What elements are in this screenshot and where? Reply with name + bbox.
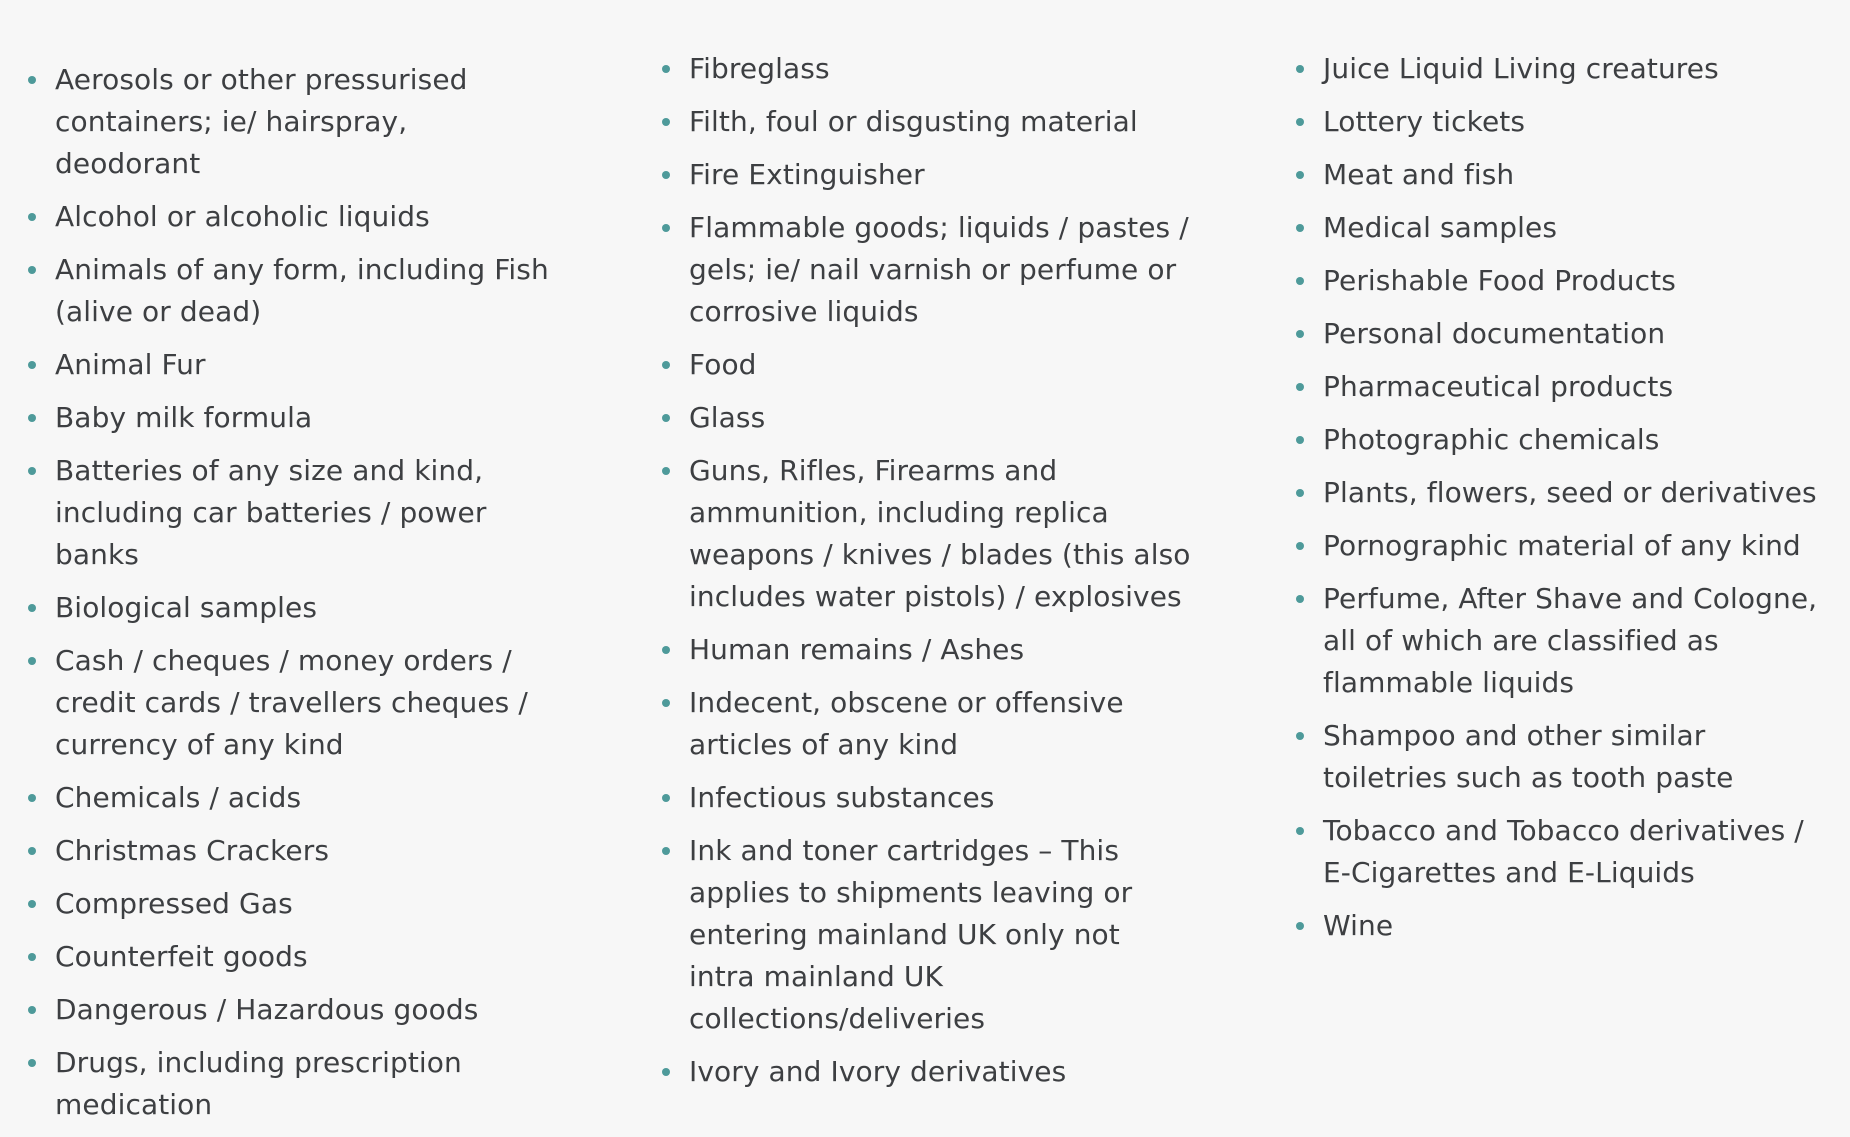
bullet-icon xyxy=(662,699,670,707)
list-item xyxy=(1296,905,1836,947)
bullet-icon xyxy=(28,213,36,221)
list-item-text: Drugs, including prescription medication xyxy=(55,1046,462,1121)
bullet-icon xyxy=(28,794,36,802)
list-item-text: Pharmaceutical products xyxy=(1323,370,1674,403)
list-item xyxy=(28,1042,558,1126)
list-item xyxy=(1296,525,1836,567)
list-item xyxy=(28,397,558,439)
bullet-icon xyxy=(1296,595,1304,603)
list-item xyxy=(662,344,1192,386)
list-item xyxy=(1296,472,1836,514)
list-item-text: Photographic chemicals xyxy=(1323,423,1660,456)
column-3 xyxy=(1296,48,1836,958)
list-item xyxy=(1296,101,1836,143)
bullet-icon xyxy=(662,65,670,73)
list-item-text: Indecent, obscene or offensive articles of any kind xyxy=(689,686,1124,761)
bullet-icon xyxy=(28,76,36,84)
list-item xyxy=(662,777,1192,819)
list-item xyxy=(28,883,558,925)
bullet-icon xyxy=(662,467,670,475)
list-item-text: Animals of any form, including Fish (alive or dead) xyxy=(55,253,549,328)
bullet-icon xyxy=(662,794,670,802)
bullet-icon xyxy=(662,361,670,369)
list-item xyxy=(662,101,1192,143)
column-2 xyxy=(662,48,1192,1104)
list-item-text: Juice Liquid Living creatures xyxy=(1323,52,1719,85)
list-item-text: Compressed Gas xyxy=(55,887,293,920)
list-item-text: Shampoo and other similar toiletries such as tooth paste xyxy=(1323,719,1734,794)
list-item-text: Biological samples xyxy=(55,591,318,624)
list-item-text: Pornographic material of any kind xyxy=(1323,529,1801,562)
bullet-icon xyxy=(662,847,670,855)
list-item-text: Medical samples xyxy=(1323,211,1558,244)
list-item xyxy=(662,450,1192,618)
bullet-icon xyxy=(1296,489,1304,497)
bullet-icon xyxy=(28,414,36,422)
bullet-icon xyxy=(28,266,36,274)
list-item xyxy=(662,48,1192,90)
bullet-icon xyxy=(662,118,670,126)
list-item xyxy=(662,629,1192,671)
list-item xyxy=(1296,260,1836,302)
list-item-text: Lottery tickets xyxy=(1323,105,1526,138)
list-item-text: Human remains / Ashes xyxy=(689,633,1025,666)
bullet-icon xyxy=(28,900,36,908)
list-item xyxy=(662,397,1192,439)
list-item-text: Glass xyxy=(689,401,766,434)
list-item xyxy=(662,154,1192,196)
bullet-icon xyxy=(1296,224,1304,232)
list-item-text: Batteries of any size and kind, including car batteries / power banks xyxy=(55,454,487,571)
bullet-icon xyxy=(28,1006,36,1014)
list-item xyxy=(1296,154,1836,196)
bullet-icon xyxy=(662,414,670,422)
list-item xyxy=(1296,419,1836,461)
list-item-text: Plants, flowers, seed or derivatives xyxy=(1323,476,1817,509)
bullet-icon xyxy=(1296,827,1304,835)
list-item-text: Perfume, After Shave and Cologne, all of which are classified as flammable liquids xyxy=(1323,582,1818,699)
bullet-icon xyxy=(1296,277,1304,285)
list-item-text: Counterfeit goods xyxy=(55,940,308,973)
list-item xyxy=(1296,48,1836,90)
list-item xyxy=(1296,578,1836,704)
bullet-icon xyxy=(28,361,36,369)
bullet-icon xyxy=(28,467,36,475)
list-item-text: Food xyxy=(689,348,757,381)
list-item-text: Fire Extinguisher xyxy=(689,158,925,191)
list-item xyxy=(662,682,1192,766)
bullet-icon xyxy=(1296,542,1304,550)
list-item-text: Infectious substances xyxy=(689,781,995,814)
list-item xyxy=(28,59,558,185)
list-item-text: Wine xyxy=(1323,909,1394,942)
bullet-icon xyxy=(1296,922,1304,930)
list-item-text: Perishable Food Products xyxy=(1323,264,1676,297)
bullet-icon xyxy=(1296,330,1304,338)
list-item xyxy=(28,830,558,872)
bullet-icon xyxy=(28,657,36,665)
list-item-text: Personal documentation xyxy=(1323,317,1666,350)
list-item xyxy=(662,830,1192,1040)
list-item xyxy=(28,989,558,1031)
column-1 xyxy=(28,59,558,1137)
bullet-icon xyxy=(1296,65,1304,73)
list-item-text: Guns, Rifles, Firearms and ammunition, including replica weapons / knives / blades (this also includes water pistols) / explosives xyxy=(689,454,1191,613)
list-item xyxy=(662,207,1192,333)
bullet-icon xyxy=(662,1068,670,1076)
list-item-text: Animal Fur xyxy=(55,348,206,381)
bullet-icon xyxy=(662,171,670,179)
list-item-text: Flammable goods; liquids / pastes / gels; ie/ nail varnish or perfume or corrosive liquids xyxy=(689,211,1189,328)
list-item-text: Aerosols or other pressurised containers; ie/ hairspray, deodorant xyxy=(55,63,468,180)
list-item xyxy=(28,196,558,238)
list-item xyxy=(28,936,558,978)
list-item-text: Chemicals / acids xyxy=(55,781,302,814)
bullet-icon xyxy=(1296,118,1304,126)
list-item xyxy=(1296,810,1836,894)
bullet-icon xyxy=(1296,383,1304,391)
bullet-icon xyxy=(662,646,670,654)
list-item xyxy=(28,640,558,766)
list-item xyxy=(28,587,558,629)
list-item xyxy=(28,777,558,819)
list-item-text: Fibreglass xyxy=(689,52,830,85)
list-item xyxy=(662,1051,1192,1093)
list-item-text: Dangerous / Hazardous goods xyxy=(55,993,479,1026)
bullet-icon xyxy=(28,847,36,855)
list-item-text: Cash / cheques / money orders / credit cards / travellers cheques / currency of any kind xyxy=(55,644,528,761)
list-item xyxy=(28,344,558,386)
list-item xyxy=(1296,715,1836,799)
bullet-icon xyxy=(1296,732,1304,740)
list-item-text: Tobacco and Tobacco derivatives / E-Cigarettes and E-Liquids xyxy=(1323,814,1804,889)
list-item-text: Alcohol or alcoholic liquids xyxy=(55,200,430,233)
bullet-icon xyxy=(1296,436,1304,444)
list-item xyxy=(1296,313,1836,355)
list-item-text: Meat and fish xyxy=(1323,158,1515,191)
bullet-icon xyxy=(28,1059,36,1067)
list-item-text: Ivory and Ivory derivatives xyxy=(689,1055,1067,1088)
bullet-icon xyxy=(1296,171,1304,179)
list-item xyxy=(1296,207,1836,249)
list-item xyxy=(28,450,558,576)
bullet-icon xyxy=(662,224,670,232)
bullet-icon xyxy=(28,953,36,961)
list-item-text: Filth, foul or disgusting material xyxy=(689,105,1138,138)
list-item xyxy=(28,249,558,333)
list-item-text: Ink and toner cartridges – This applies to shipments leaving or entering mainland UK only not intra mainland UK collections/deliveries xyxy=(689,834,1133,1035)
bullet-icon xyxy=(28,604,36,612)
list-item-text: Christmas Crackers xyxy=(55,834,330,867)
list-item xyxy=(1296,366,1836,408)
list-item-text: Baby milk formula xyxy=(55,401,313,434)
